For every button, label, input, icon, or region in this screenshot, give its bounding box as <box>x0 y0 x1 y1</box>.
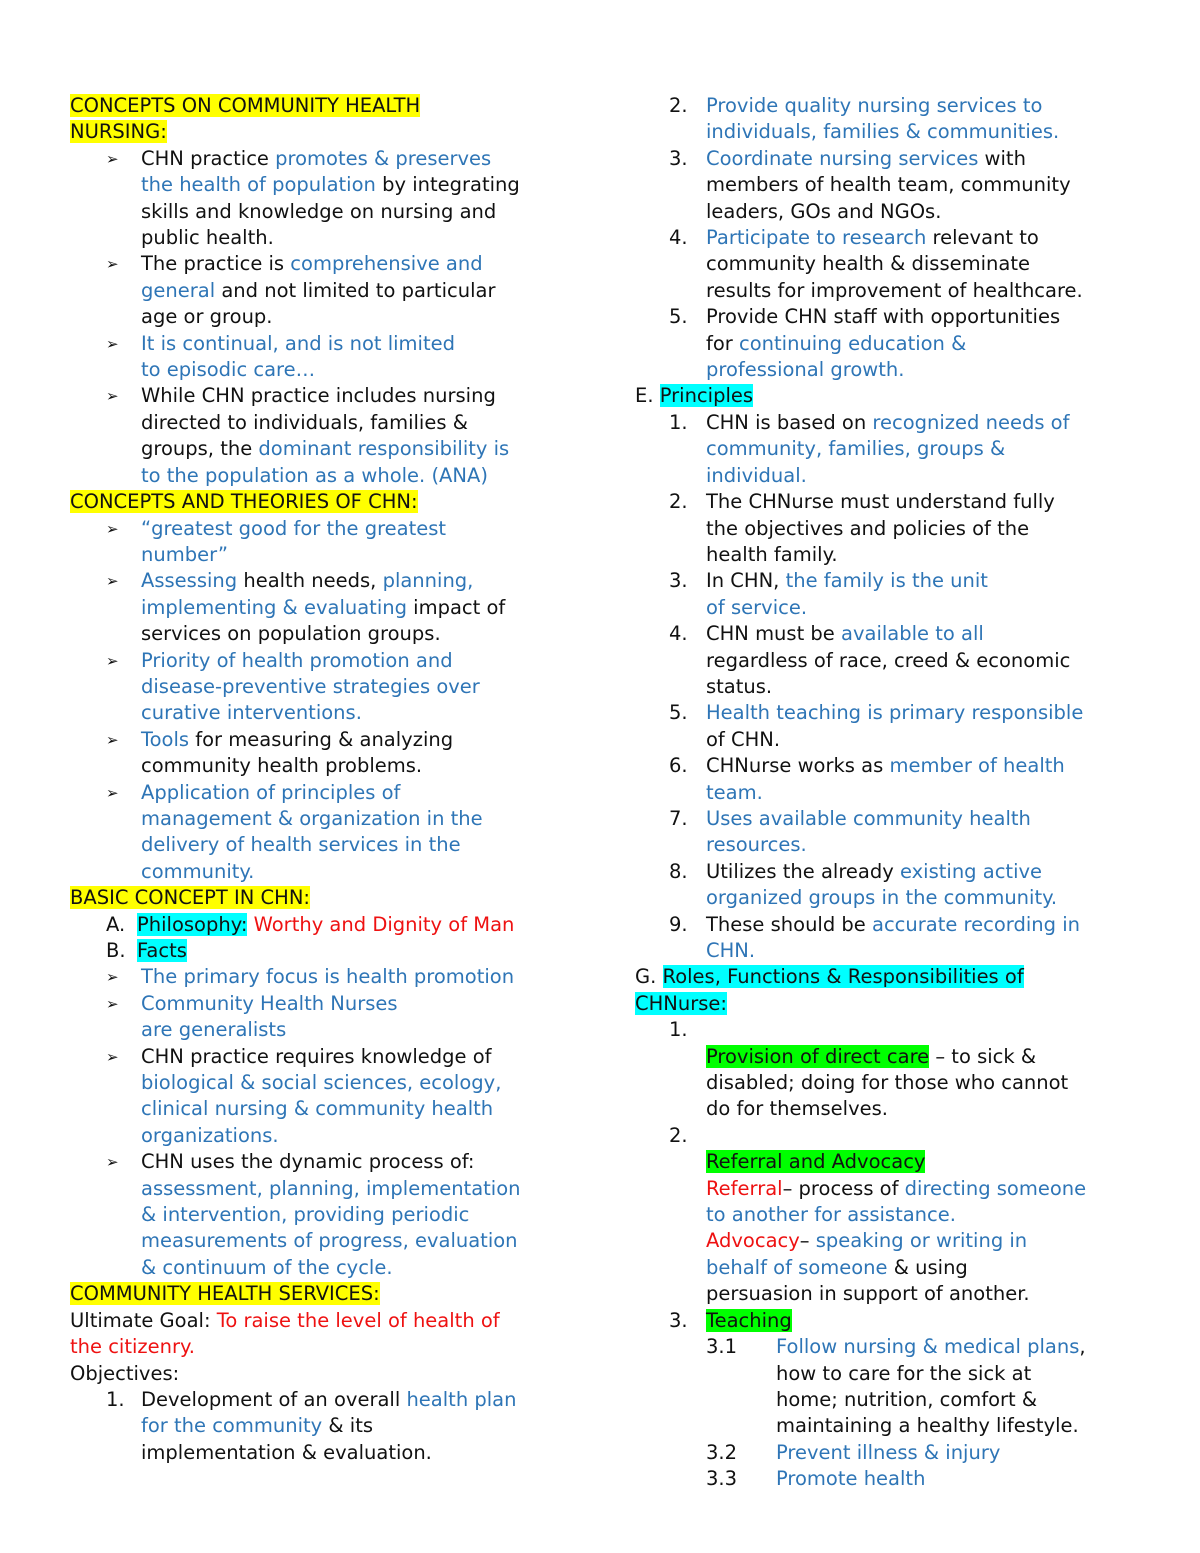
ultimate-goal <box>70 1308 570 1361</box>
list-number: 2. <box>669 490 688 514</box>
list-number: 1. <box>669 410 688 434</box>
text-run: Priority of health promotion and disease-preventive strategies over curative interventions. <box>141 648 480 725</box>
numbered-list <box>635 93 1130 383</box>
item-text <box>141 1045 501 1147</box>
bullet-item <box>70 516 570 569</box>
text-run: assessment, planning, implementation & intervention, providing periodic measurements of progress, evaluation & continuum of the cycle. <box>141 1176 521 1279</box>
list-marker: A. <box>106 912 126 936</box>
numbered-item <box>635 410 1130 489</box>
bullet-item <box>70 146 570 252</box>
bullet-item <box>70 568 570 647</box>
role-label: Provision of direct care <box>706 1044 930 1068</box>
heading-text: BASIC CONCEPT IN CHN: <box>70 886 310 910</box>
list-number: 1. <box>106 1387 125 1411</box>
roles-label: Roles, Functions & Responsibilities of <box>662 965 1024 989</box>
item-text <box>141 649 480 725</box>
heading-community-health-services <box>70 1281 570 1307</box>
item-text <box>141 781 483 883</box>
item-text <box>706 701 1083 750</box>
list-marker: B. <box>106 939 126 962</box>
text-run: recognized needs of community, families, groups & individual. <box>706 410 1070 487</box>
list-number: 3. <box>669 1308 688 1332</box>
list-number: 4. <box>669 622 688 646</box>
arrowhead-bullet-icon: ➢ <box>106 255 119 274</box>
principles-label: Principles <box>659 384 754 408</box>
numbered-item <box>635 806 1130 859</box>
text-run: CHNurse works as <box>706 754 890 778</box>
list-number: 8. <box>669 859 688 883</box>
text-run: Community Health Nurses are generalists <box>141 991 398 1042</box>
arrowhead-bullet-icon: ➢ <box>106 572 119 591</box>
text-run: Coordinate nursing services <box>706 146 979 170</box>
list-number: 3.2 <box>706 1440 738 1464</box>
text-run: relevant to community health & disseminate results for improvement of healthcare. <box>706 226 1083 302</box>
list-number: 1. <box>669 1018 688 1042</box>
text-run: with members of health team, community leaders, GOs and NGOs. <box>706 146 1071 223</box>
text-run: of CHN. <box>706 727 781 751</box>
numbered-item <box>635 568 1130 621</box>
heading-text: COMMUNITY HEALTH SERVICES: <box>70 1282 380 1306</box>
bullet-item <box>70 648 570 727</box>
item-text <box>776 1467 925 1490</box>
facts-row <box>70 938 570 964</box>
referral-text: – process of <box>782 1176 905 1200</box>
arrowhead-bullet-icon: ➢ <box>106 651 119 670</box>
numbered-item <box>635 146 1130 225</box>
text-run: , how to care for the sick at home; nutrition, comfort & maintaining a healthy lifestyle. <box>776 1335 1086 1438</box>
text-run: “greatest good for the greatest number” <box>141 516 447 566</box>
text-run: Uses available community health resources. <box>706 806 1031 857</box>
text-run: accurate recording in CHN. <box>706 912 1080 962</box>
text-run: promotes & preserves <box>275 146 492 170</box>
item-text <box>706 490 1055 566</box>
arrowhead-bullet-icon: ➢ <box>106 387 119 406</box>
objectives-label: Objectives: <box>70 1361 180 1385</box>
numbered-item <box>635 93 1130 146</box>
list-number: 9. <box>669 912 688 936</box>
text-run: These should be <box>706 912 872 936</box>
text-run: While CHN practice includes nursing directed to individuals, families & groups, the <box>141 384 496 461</box>
left-column <box>70 93 570 1466</box>
bullet-item <box>70 991 570 1044</box>
text-run: Application of principles of management & organization in the delivery of health services in the community. <box>141 780 483 883</box>
list-number: 4. <box>669 226 688 250</box>
text-run: CHN practice requires knowledge of <box>141 1044 492 1068</box>
bullet-list <box>70 964 570 1281</box>
advocacy-text-rest: & using persuasion in support of another. <box>706 1255 1030 1306</box>
text-run: health needs, <box>237 569 383 593</box>
bullet-list <box>70 146 570 489</box>
text-run: The primary focus is health promotion <box>141 965 515 989</box>
item-text <box>776 1441 1000 1464</box>
text-run: CHN practice <box>141 146 276 170</box>
text-run: available to all <box>841 622 984 646</box>
item-text <box>141 332 455 381</box>
item-text <box>141 517 446 566</box>
item-text <box>141 965 514 988</box>
objective-text <box>141 1388 516 1464</box>
text-run: CHN uses the dynamic process of: <box>141 1150 475 1174</box>
item-text <box>706 754 1065 803</box>
goal-label: Ultimate Goal: <box>70 1308 217 1332</box>
text-run: dominant responsibility is to the population as a whole. (ANA) <box>141 437 510 487</box>
item-text <box>776 1335 1086 1437</box>
numbered-item <box>635 859 1130 912</box>
item-text <box>706 622 1070 698</box>
teaching-item <box>635 1334 1130 1440</box>
item-text <box>706 569 988 618</box>
item-text <box>141 569 505 645</box>
item-text <box>706 807 1031 856</box>
item-text <box>706 305 1060 381</box>
referral-definition: directing someone to another for assistance. <box>706 1176 1087 1227</box>
text-run: Provide quality nursing services to individuals, families & communities. <box>706 94 1060 144</box>
text-run: member of health team. <box>706 754 1065 804</box>
advocacy-definition: speaking or writing in behalf of someone <box>706 1229 1028 1279</box>
numbered-item <box>635 225 1130 304</box>
text-run: CHN is based on <box>706 410 873 434</box>
section-letter: G. <box>635 965 663 989</box>
heading-concepts-chn <box>70 93 570 146</box>
right-column <box>635 93 1130 1493</box>
text-run: biological & social sciences, ecology, clinical nursing & community health organizations. <box>141 1071 502 1147</box>
numbered-item <box>635 912 1130 965</box>
numbered-item <box>635 621 1130 700</box>
text-run: for measuring & analyzing community health problems. <box>141 727 454 778</box>
item-text <box>141 252 495 328</box>
teaching-item <box>635 1440 1130 1466</box>
role-label: Referral and Advocacy <box>706 1150 926 1174</box>
text-run: existing active organized groups in the community. <box>706 859 1058 910</box>
list-number: 7. <box>669 806 688 830</box>
text-run: and not limited to particular age or group. <box>141 278 496 329</box>
bullet-item <box>70 780 570 886</box>
arrowhead-bullet-icon: ➢ <box>106 1153 119 1172</box>
text-run: Participate to research <box>706 226 927 250</box>
goal-value: To raise the level of health of the citizenry. <box>70 1308 500 1359</box>
numbered-list <box>635 410 1130 965</box>
item-text <box>706 94 1059 143</box>
list-number: 3.3 <box>706 1467 738 1491</box>
item-text <box>706 913 1080 962</box>
teaching-item <box>635 1466 1130 1492</box>
philosophy-row <box>70 912 570 938</box>
heading-text: CONCEPTS ON COMMUNITY HEALTH <box>70 94 421 117</box>
advocacy-label: Advocacy <box>706 1229 800 1253</box>
text-run: planning, implementing & evaluating <box>141 569 474 619</box>
bullet-item <box>70 383 570 489</box>
item-text <box>141 728 453 777</box>
objective-item <box>70 1387 570 1466</box>
text-run: It is continual, and is not limited to episodic care… <box>141 331 455 382</box>
item-text <box>706 411 1069 487</box>
referral-label: Referral <box>706 1176 783 1200</box>
numbered-item <box>635 700 1130 753</box>
item-text <box>141 1150 521 1279</box>
numbered-item <box>635 489 1130 568</box>
roles-heading <box>635 964 1130 1017</box>
text-run: impact of services on population groups. <box>141 595 506 646</box>
bullet-item <box>70 331 570 384</box>
bullet-list <box>70 516 570 886</box>
bullet-item <box>70 727 570 780</box>
text-run: Development of an overall <box>141 1387 407 1411</box>
text-run: In CHN, <box>706 569 786 593</box>
arrowhead-bullet-icon: ➢ <box>106 334 119 353</box>
list-number: 5. <box>669 305 688 329</box>
list-number: 3. <box>669 146 688 170</box>
philosophy-value: Worthy and Dignity of Man <box>247 912 515 936</box>
text-run: Assessing <box>141 569 238 593</box>
facts-label: Facts <box>137 939 187 962</box>
role-item <box>635 1308 1130 1334</box>
arrowhead-bullet-icon: ➢ <box>106 994 119 1013</box>
item-text <box>706 147 1071 223</box>
bullet-item <box>70 1149 570 1281</box>
text-run: The practice is <box>141 252 291 276</box>
text-run: Follow nursing & medical plans <box>776 1335 1080 1359</box>
text-run: & its implementation & evaluation. <box>141 1414 432 1464</box>
list-number: 3.1 <box>706 1335 738 1359</box>
list-number: 5. <box>669 701 688 725</box>
list-number: 2. <box>669 1123 688 1147</box>
text-run: regardless of race, creed & economic status. <box>706 648 1071 698</box>
heading-text: CONCEPTS AND THEORIES OF CHN: <box>70 490 418 514</box>
text-run: health plan for the community <box>141 1387 517 1438</box>
text-run: Promote health <box>776 1467 926 1491</box>
principles-heading <box>635 383 1130 409</box>
list-number: 3. <box>669 569 688 593</box>
item-text <box>141 384 509 486</box>
numbered-item <box>635 753 1130 806</box>
list-number: 6. <box>669 754 688 778</box>
roles-label: CHNurse: <box>635 991 727 1015</box>
text-run: Utilizes the already <box>706 859 900 883</box>
text-run: Health teaching is primary responsible <box>706 701 1084 725</box>
item-text <box>706 860 1057 909</box>
role-item <box>635 1123 1130 1308</box>
text-run: the family is the unit of service. <box>706 569 988 619</box>
heading-basic-concept <box>70 885 570 911</box>
text-run: Prevent illness & injury <box>776 1440 1001 1464</box>
text-run: Tools <box>141 727 190 751</box>
list-number: 2. <box>669 94 688 117</box>
role-label: Teaching <box>706 1308 792 1332</box>
teaching-list <box>635 1334 1130 1492</box>
arrowhead-bullet-icon: ➢ <box>106 149 119 168</box>
text-run: continuing education & professional growth. <box>706 331 967 382</box>
item-text <box>141 147 520 249</box>
text-run: The CHNurse must understand fully the objectives and policies of the health family. <box>706 490 1055 566</box>
arrowhead-bullet-icon: ➢ <box>106 730 119 749</box>
philosophy-label: Philosophy: <box>137 912 248 936</box>
role-item <box>635 1017 1130 1123</box>
heading-concepts-theories <box>70 489 570 515</box>
text-run: by integrating skills and knowledge on nursing and public health. <box>141 173 520 250</box>
numbered-item <box>635 304 1130 383</box>
arrowhead-bullet-icon: ➢ <box>106 1047 119 1066</box>
bullet-item <box>70 251 570 330</box>
arrowhead-bullet-icon: ➢ <box>106 968 119 987</box>
item-text <box>706 226 1083 302</box>
heading-text: NURSING: <box>70 120 167 144</box>
item-text <box>141 992 398 1041</box>
role-text: – to sick & disabled; doing for those who cannot do for themselves. <box>706 1044 1069 1121</box>
text-run: the health of population <box>141 173 376 197</box>
section-letter: E. <box>635 384 660 408</box>
advocacy-text: – <box>799 1229 816 1253</box>
arrowhead-bullet-icon: ➢ <box>106 519 119 538</box>
bullet-item <box>70 1044 570 1150</box>
text-run: CHN must be <box>706 622 841 646</box>
text-run: comprehensive and general <box>141 252 483 302</box>
arrowhead-bullet-icon: ➢ <box>106 783 119 802</box>
text-run: Provide CHN staff with opportunities for <box>706 305 1061 355</box>
bullet-item <box>70 964 570 990</box>
